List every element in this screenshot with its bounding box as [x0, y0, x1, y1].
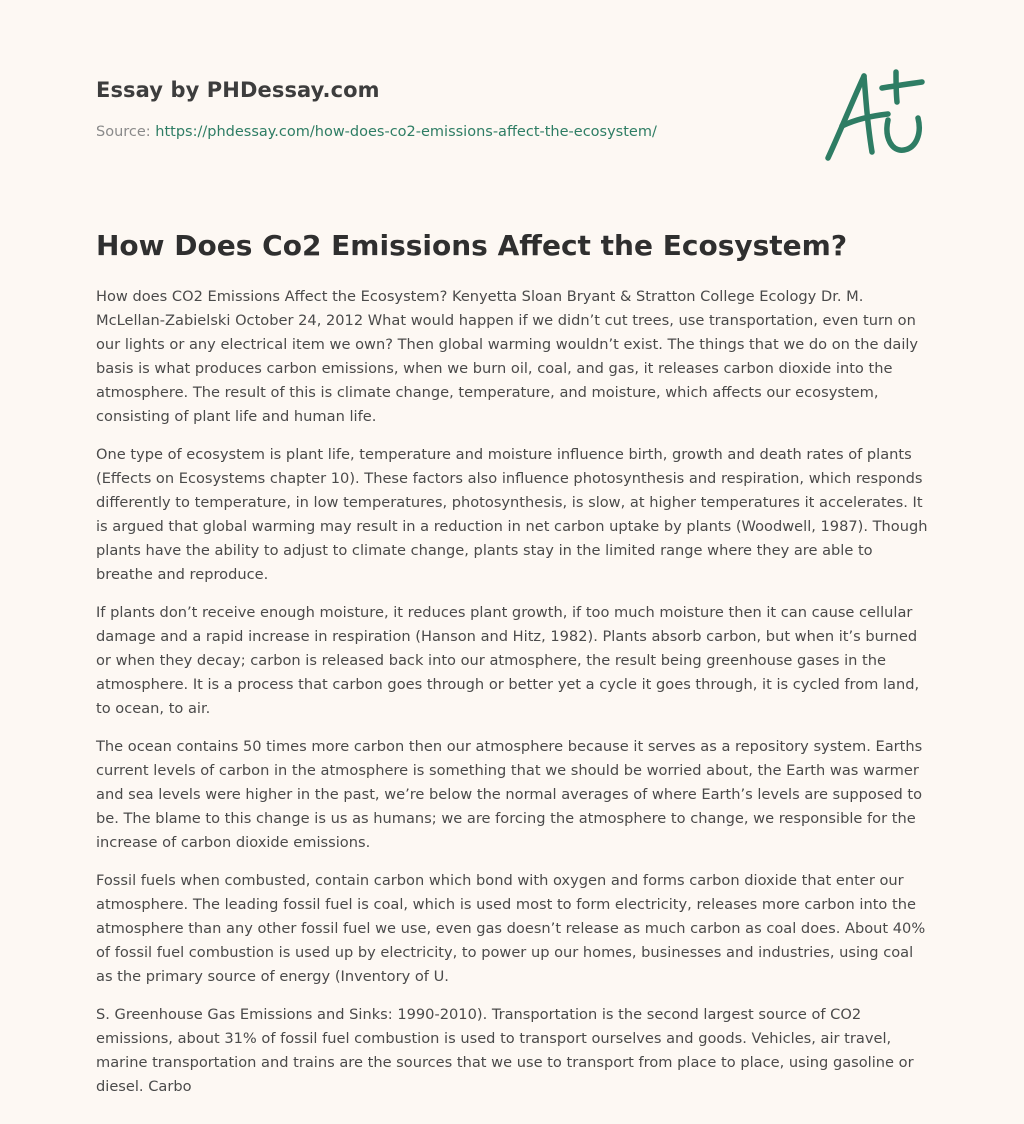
essay-body	[96, 285, 932, 1113]
essay-paragraph: If plants don’t receive enough moisture, it reduces plant growth, if too much moisture then it can cause cellular damage and a rapid increase in respiration (Hanson and Hitz, 1982). Plants absorb carbon, but when it’s burned or when they decay; carbon is released back into our atmosphere, the result being greenhouse gases in the atmosphere. It is a process that carbon goes through or better yet a cycle it goes through, it is cycled from land, to ocean, to air.	[96, 604, 920, 717]
page-header	[96, 76, 796, 142]
essay-paragraph: Fossil fuels when combusted, contain carbon which bond with oxygen and forms carbon dioxide that enter our atmosphere. The leading fossil fuel is coal, which is used most to form electricity, releases more carbon into the atmosphere than any other fossil fuel we use, even gas doesn’t release as much carbon as coal does. About 40% of fossil fuel combustion is used up by electricity, to power up our homes, businesses and industries, using coal as the primary source of energy (Inventory of U.	[96, 872, 926, 985]
essay-paragraph: The ocean contains 50 times more carbon then our atmosphere because it serves as a repository system. Earths current levels of carbon in the atmosphere is something that we should be worried about, the Earth was warmer and sea levels were higher in the past, we’re below the normal averages of where Earth’s levels are supposed to be. The blame to this change is us as humans; we are forcing the atmosphere to change, we responsible for the increase of carbon dioxide emissions.	[96, 738, 923, 851]
source-line	[96, 122, 796, 142]
essay-paragraph: S. Greenhouse Gas Emissions and Sinks: 1990-2010). Transportation is the second largest source of CO2 emissions, about 31% of fossil fuel combustion is used to transport ourselves and goods. Vehicles, air travel, marine transportation and trains are the sources that we use to transport from place to place, using gasoline or diesel. Carbo	[96, 1006, 914, 1095]
essay-title: How Does Co2 Emissions Affect the Ecosystem?	[96, 229, 848, 262]
essay-paragraph: How does CO2 Emissions Affect the Ecosystem? Kenyetta Sloan Bryant & Stratton College Ecology Dr. M. McLellan-Zabielski October 24, 2012 What would happen if we didn’t cut trees, use transportation, even turn on our lights or any electrical item we own? Then global warming wouldn’t exist. The things that we do on the daily basis is what produces carbon emissions, when we burn oil, coal, and gas, it releases carbon dioxide into the atmosphere. The result of this is climate change, temperature, and moisture, which affects our ecosystem, consisting of plant life and human life.	[96, 288, 919, 425]
a-plus-logo-icon	[818, 62, 934, 172]
source-label: Source:	[96, 124, 151, 140]
essay-paragraph: One type of ecosystem is plant life, temperature and moisture influence birth, growth and death rates of plants (Effects on Ecosystems chapter 10). These factors also influence photosynthesis and respiration, which responds differently to temperature, in low temperatures, photosynthesis, is slow, at higher temperatures it accelerates. It is argued that global warming may result in a reduction in net carbon uptake by plants (Woodwell, 1987). Though plants have the ability to adjust to climate change, plants stay in the limited range where they are able to breathe and reproduce.	[96, 446, 928, 583]
site-brand: Essay by PHDessay.com	[96, 78, 380, 102]
source-link[interactable]: https://phdessay.com/how-does-co2-emissions-affect-the-ecosystem/	[155, 124, 657, 140]
